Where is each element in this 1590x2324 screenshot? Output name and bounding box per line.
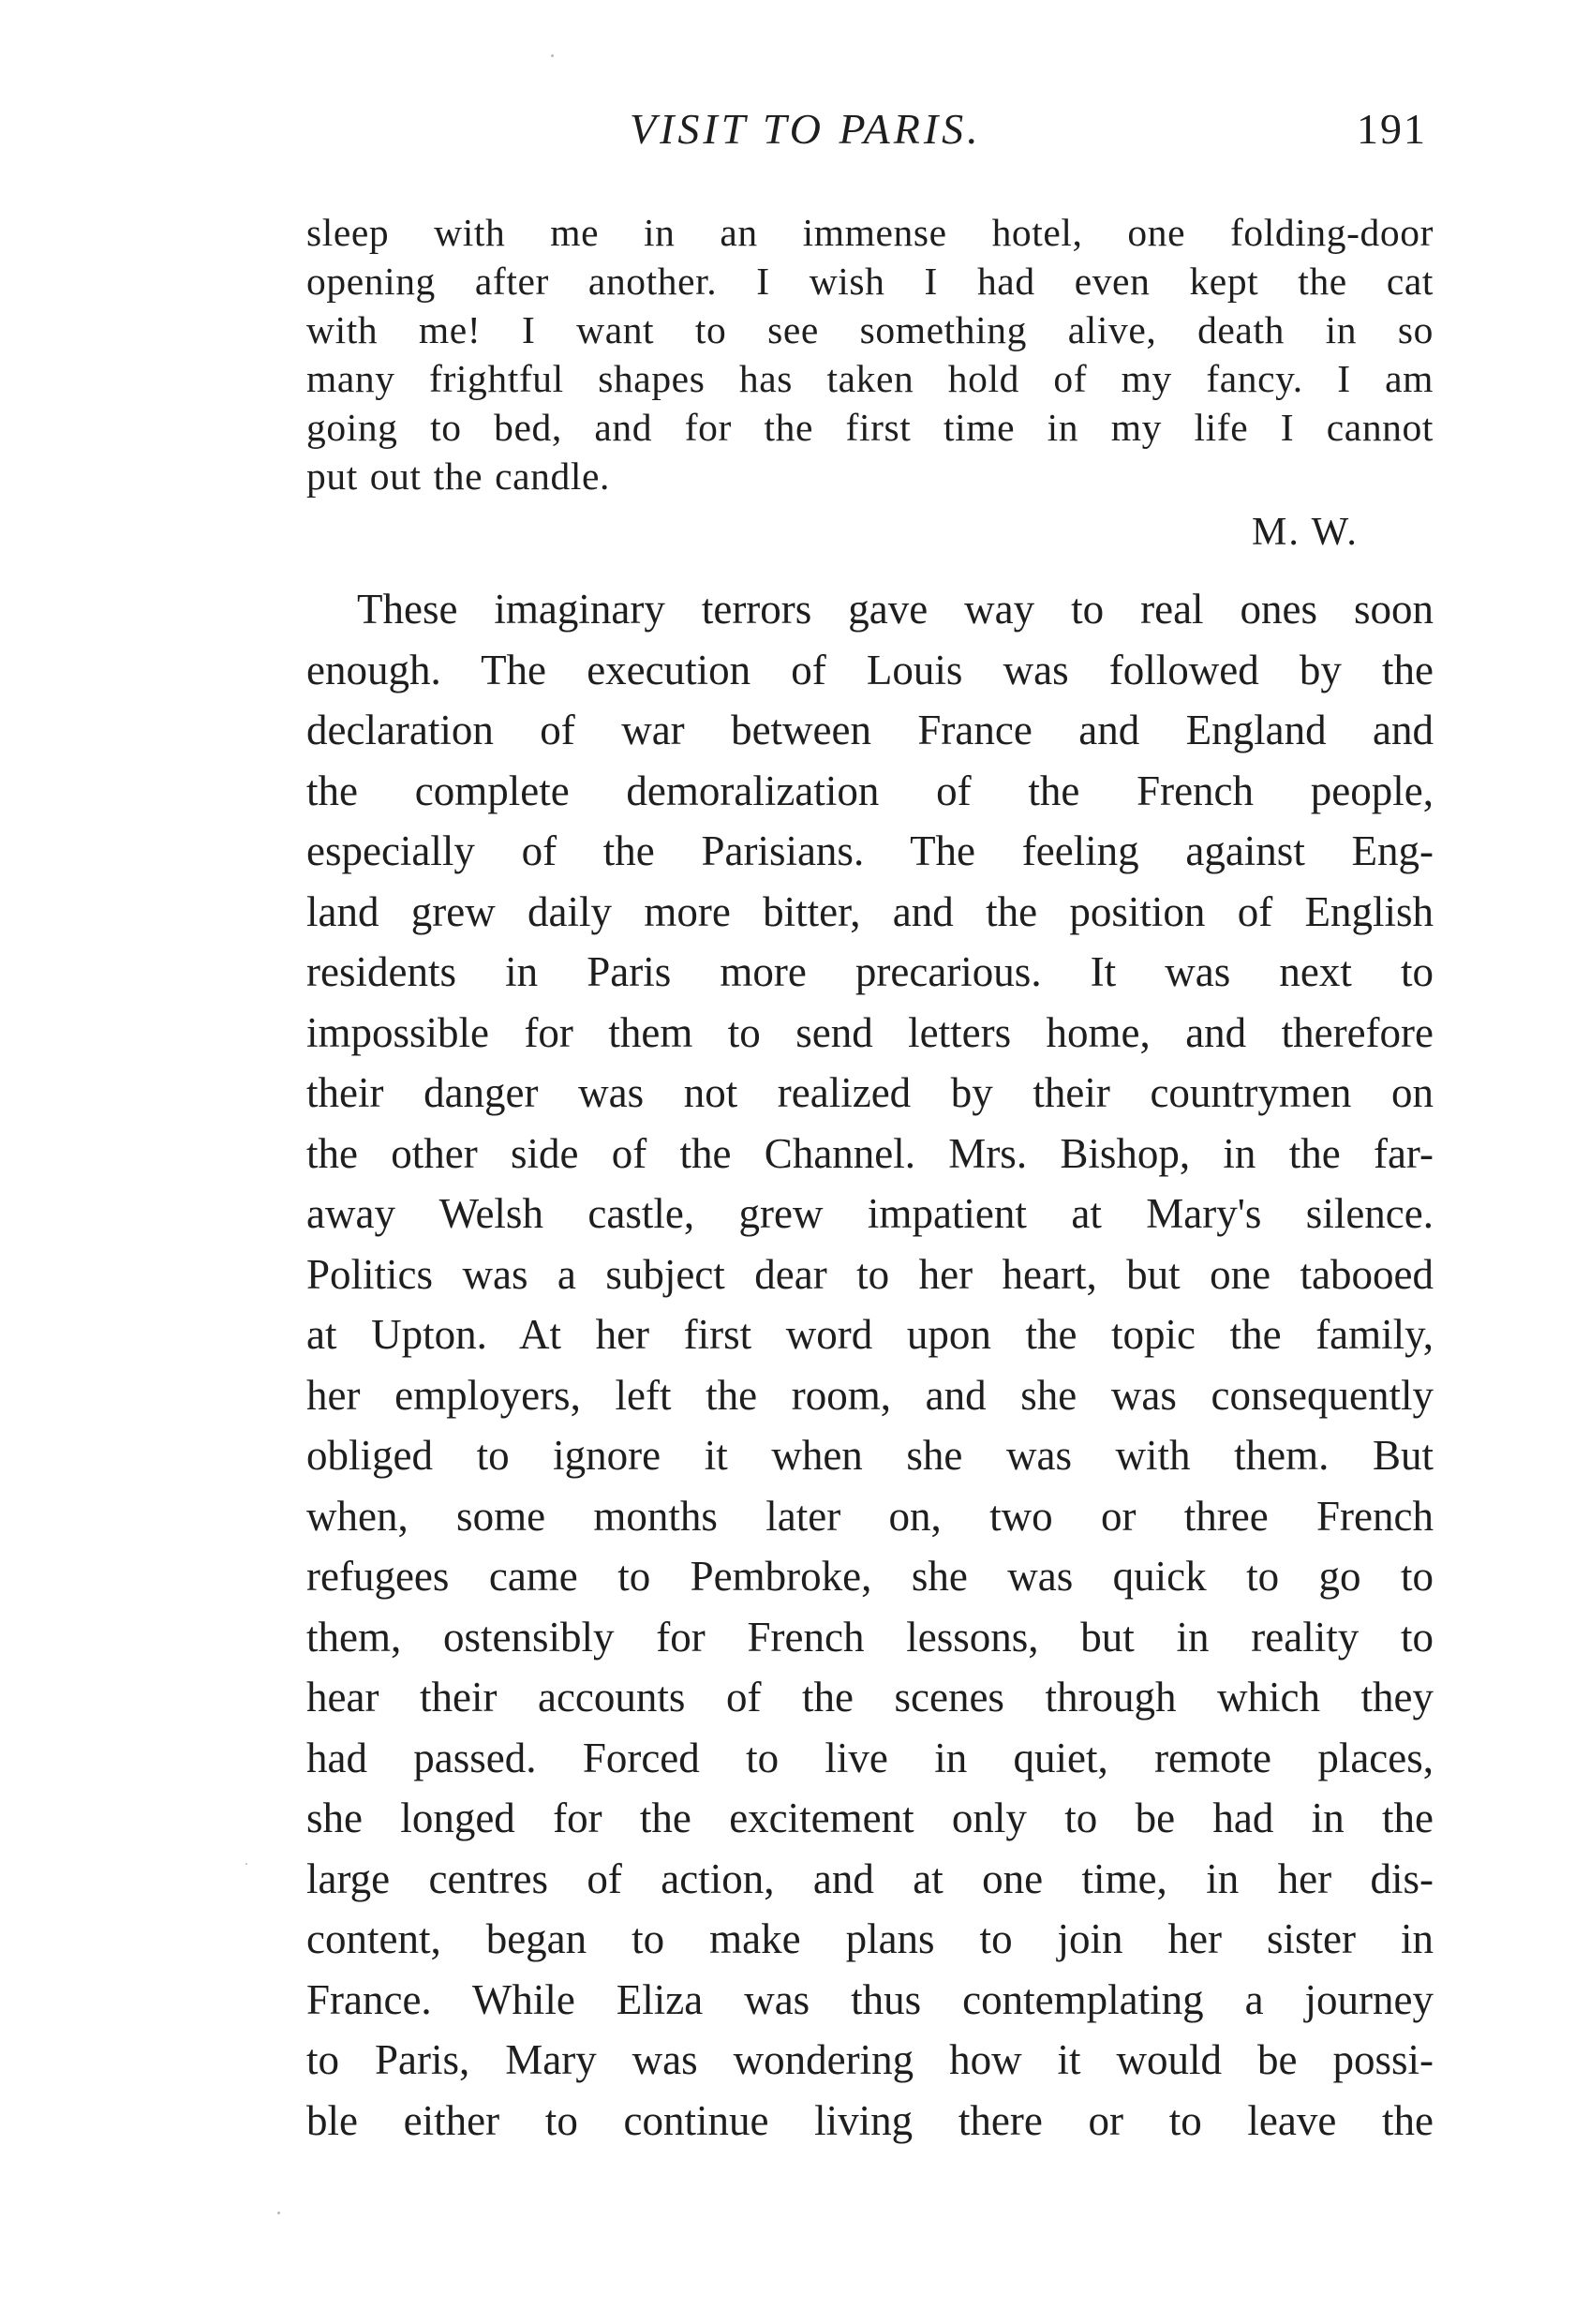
letter-line: going to bed, and for the first time in my life I cannot xyxy=(306,406,1434,449)
body-line: the other side of the Channel. Mrs. Bishop, in the far- xyxy=(306,1129,1434,1177)
body-line: Politics was a subject dear to her heart, but one tabooed xyxy=(306,1250,1434,1298)
letter-excerpt xyxy=(306,208,1434,500)
body-line: obliged to ignore it when she was with them. But xyxy=(306,1432,1434,1479)
body-line: away Welsh castle, grew impatient at Mary's silence. xyxy=(306,1190,1434,1237)
running-head xyxy=(0,101,1590,157)
body-line: refugees came to Pembroke, she was quick to go to xyxy=(306,1553,1434,1600)
letter-signature: M. W. xyxy=(1252,511,1359,554)
body-line: ble either to continue living there or to leave the xyxy=(306,2096,1434,2144)
body-line: enough. The execution of Louis was followed by the xyxy=(306,646,1434,693)
body-line: to Paris, Mary was wondering how it would be possi- xyxy=(306,2036,1434,2083)
paper-speck xyxy=(551,54,554,57)
body-line: residents in Paris more precarious. It was next to xyxy=(306,948,1434,995)
body-line: the complete demoralization of the French people, xyxy=(306,767,1434,814)
body-line: impossible for them to send letters home, and therefore xyxy=(306,1008,1434,1056)
body-line: her employers, left the room, and she was consequently xyxy=(306,1371,1434,1419)
body-line: land grew daily more bitter, and the position of English xyxy=(306,887,1434,935)
body-line: at Upton. At her first word upon the topic the family, xyxy=(306,1311,1434,1358)
body-line: when, some months later on, two or three French xyxy=(306,1492,1434,1540)
body-paragraph xyxy=(306,579,1434,2151)
letter-line: opening after another. I wish I had even kept the cat xyxy=(306,260,1434,303)
letter-line: many frightful shapes has taken hold of my fancy. I am xyxy=(306,357,1434,400)
body-line: declaration of war between France and England and xyxy=(306,707,1434,753)
letter-line: with me! I want to see something alive, death in so xyxy=(306,308,1434,351)
body-line: France. While Eliza was thus contemplating a journey xyxy=(306,1975,1434,2023)
paper-speck xyxy=(277,2212,280,2214)
body-line: hear their accounts of the scenes through which they xyxy=(306,1674,1434,1721)
body-line: she longed for the excitement only to be had in the xyxy=(306,1795,1434,1841)
letter-line: sleep with me in an immense hotel, one folding-door xyxy=(306,211,1434,254)
body-line: especially of the Parisians. The feeling against Eng- xyxy=(306,827,1434,874)
body-line: had passed. Forced to live in quiet, remote places, xyxy=(306,1734,1434,1781)
body-line: content, began to make plans to join her sister in xyxy=(306,1915,1434,1962)
paper-speck xyxy=(245,1863,247,1865)
body-line: These imaginary terrors gave way to real ones soon xyxy=(357,586,1434,633)
page-number: 191 xyxy=(1357,105,1427,153)
letter-line: put out the candle. xyxy=(306,454,610,498)
body-line: their danger was not realized by their countrymen on xyxy=(306,1069,1434,1116)
body-line: them, ostensibly for French lessons, but in reality to xyxy=(306,1613,1434,1661)
body-line: large centres of action, and at one time, in her dis- xyxy=(306,1855,1434,1902)
running-title: VISIT TO PARIS. xyxy=(630,105,982,153)
